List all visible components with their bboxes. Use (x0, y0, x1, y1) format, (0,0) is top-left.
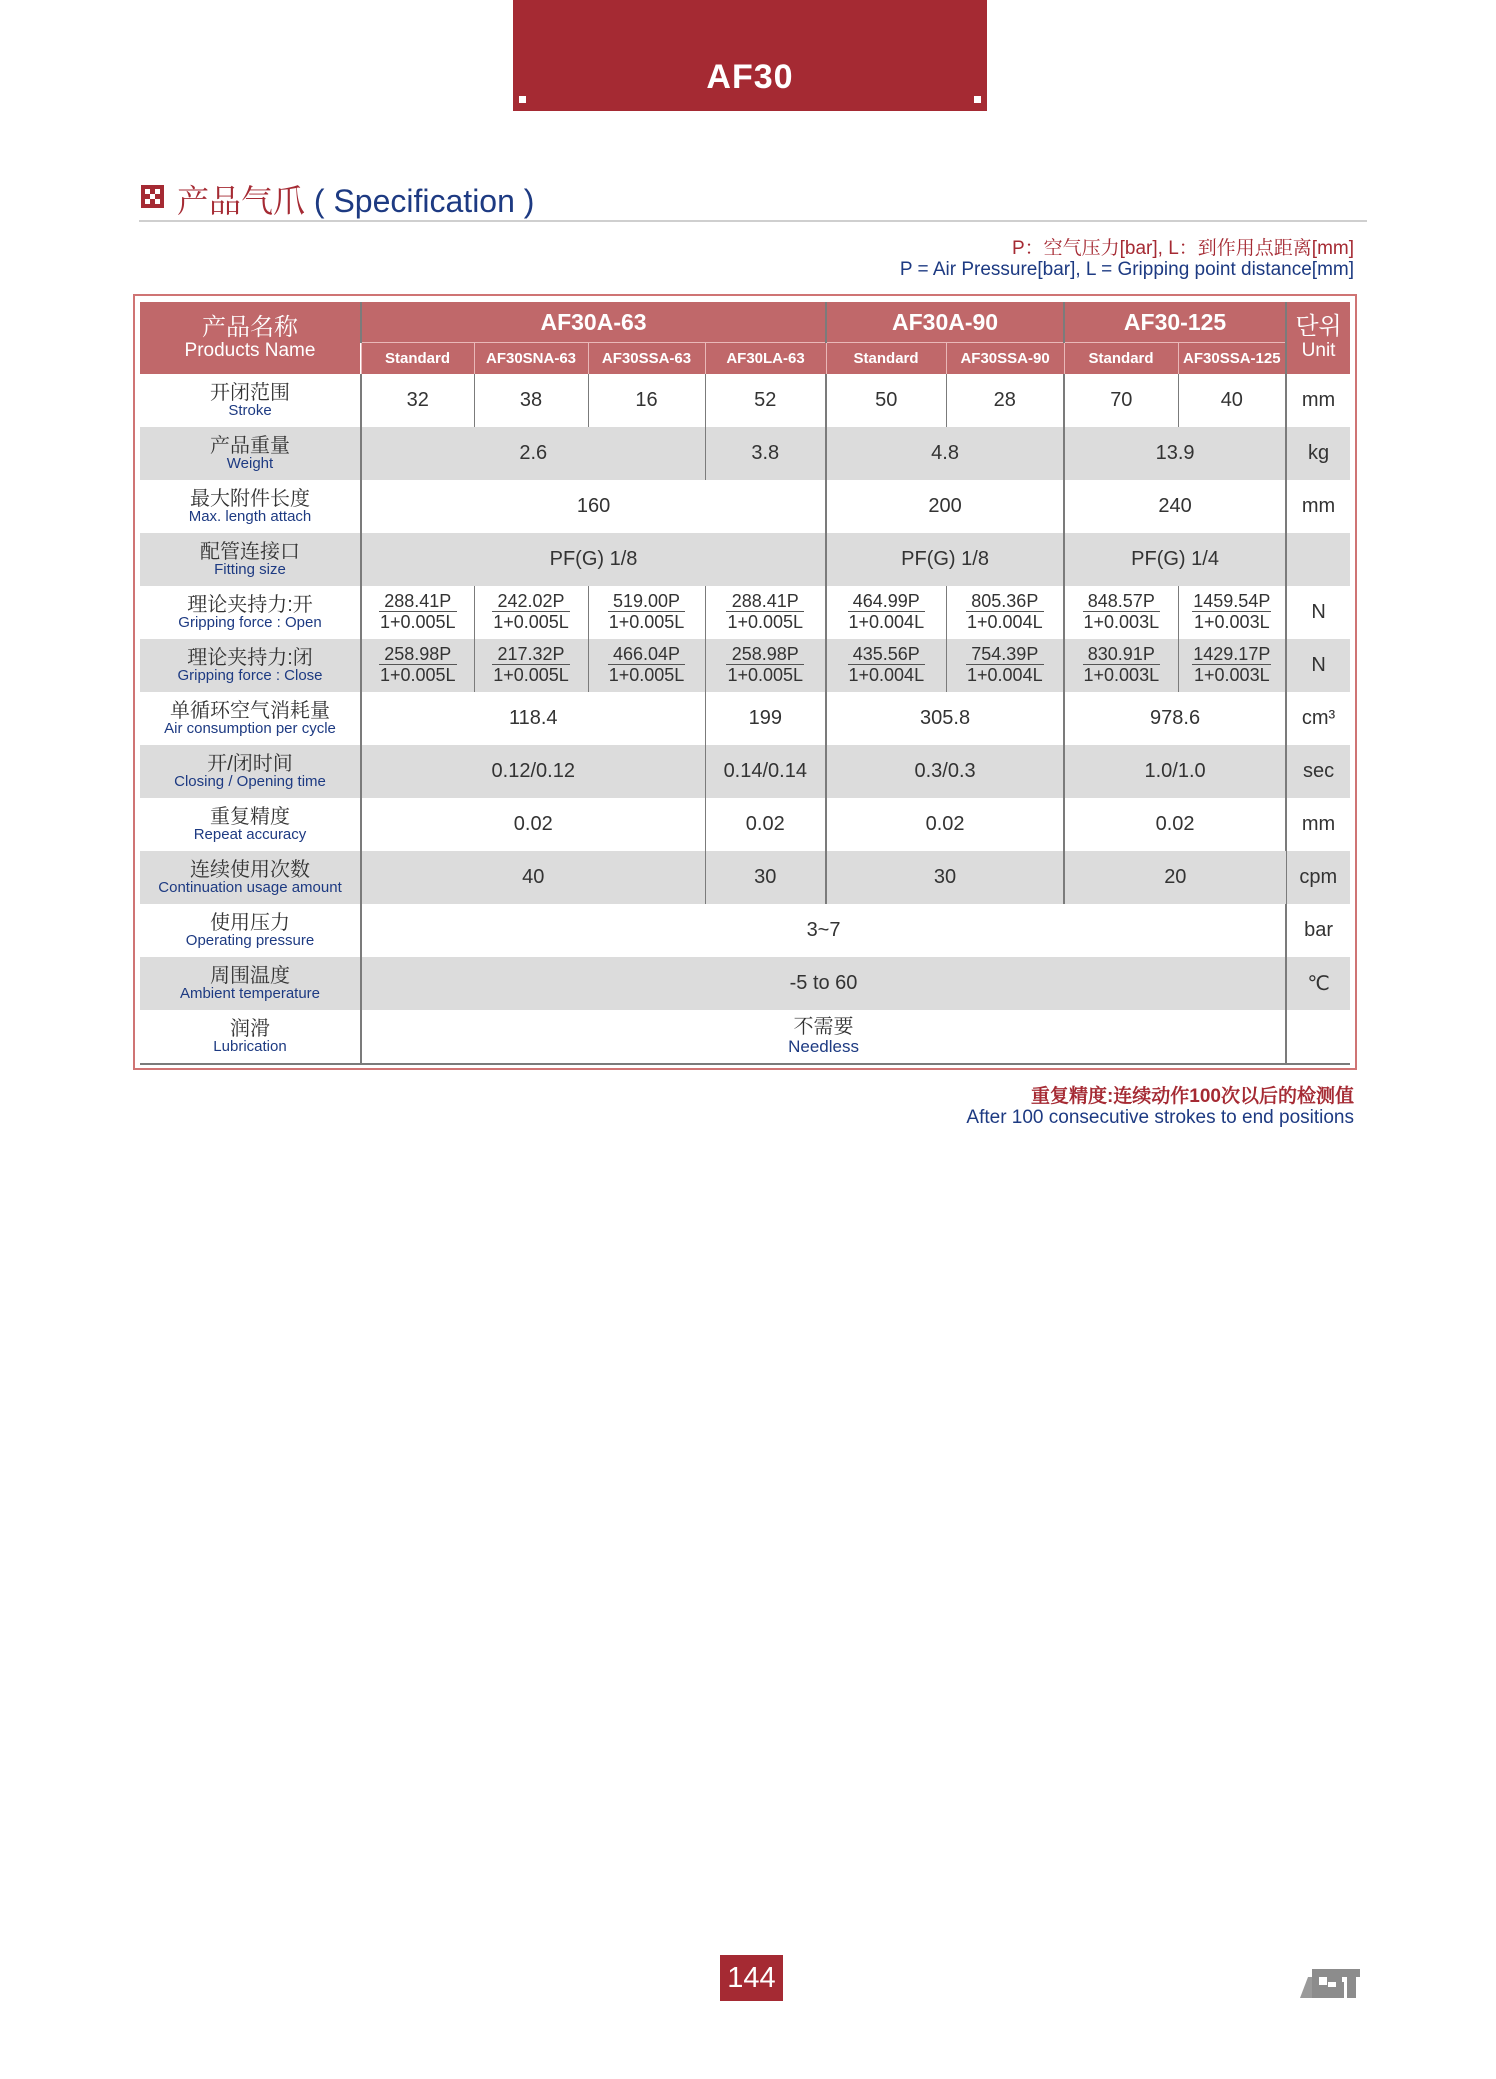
group-header: AF30A-63 (361, 302, 826, 343)
row-label-fitting: 配管连接口 Fitting size (140, 533, 361, 586)
fraction-cell: $\frac{242.02P}{1+0.005L}$ (474, 586, 588, 639)
footnote-en: After 100 consecutive strokes to end positions (966, 1107, 1354, 1128)
row-label-time: 开/闭时间 Closing / Opening time (140, 745, 361, 798)
table-cell: 40 (1178, 374, 1286, 427)
table-cell: 305.8 (826, 692, 1064, 745)
unit-cell: cpm (1286, 851, 1350, 904)
row-label-max-length: 最大附件长度 Max. length attach (140, 480, 361, 533)
table-cell: PF(G) 1/4 (1064, 533, 1286, 586)
fraction-cell: $\frac{848.57P}{1+0.003L}$ (1064, 586, 1178, 639)
table-cell: 20 (1064, 851, 1286, 904)
table-cell: 0.02 (361, 798, 705, 851)
table-cell: 0.3/0.3 (826, 745, 1064, 798)
table-row (140, 480, 1350, 533)
table-cell: 0.14/0.14 (705, 745, 826, 798)
footnote-zh: 重复精度:连续动作100次以后的检测值 (1030, 1086, 1354, 1107)
table-cell: 0.02 (1064, 798, 1286, 851)
unit-cell: mm (1286, 480, 1350, 533)
fraction-cell: $\frac{464.99P}{1+0.004L}$ (826, 586, 946, 639)
model-header: AF30SSA-125 (1178, 343, 1286, 375)
row-label-weight: 产品重量 Weight (140, 427, 361, 480)
table-cell: 70 (1064, 374, 1178, 427)
model-header: Standard (826, 343, 946, 375)
unit-cell: mm (1286, 798, 1350, 851)
table-row (140, 374, 1350, 427)
table-row (140, 533, 1350, 586)
row-label-grip-close: 理论夹持力:闭 Gripping force : Close (140, 639, 361, 692)
section-title: 产品气爪 ( Specification ) (177, 183, 535, 219)
group-header: AF30A-90 (826, 302, 1064, 343)
section-title-zh: 产品气爪 (177, 183, 306, 219)
table-row (140, 957, 1350, 1010)
table-cell: PF(G) 1/8 (826, 533, 1064, 586)
products-name-header: 产品名称 Products Name (140, 302, 361, 374)
unit-cell (1286, 533, 1350, 586)
row-label-temperature: 周围温度 Ambient temperature (140, 957, 361, 1010)
fraction-cell: $\frac{805.36P}{1+0.004L}$ (946, 586, 1064, 639)
table-cell: 0.02 (705, 798, 826, 851)
table-row (140, 586, 1350, 639)
table-cell: 52 (705, 374, 826, 427)
table-cell: 不需要 Needless (361, 1010, 1286, 1064)
table-cell: 3~7 (361, 904, 1286, 957)
fraction-cell: $\frac{435.56P}{1+0.004L}$ (826, 639, 946, 692)
group-header: AF30-125 (1064, 302, 1286, 343)
table-row (140, 692, 1350, 745)
table-cell: PF(G) 1/8 (361, 533, 826, 586)
fraction-cell: $\frac{288.41P}{1+0.005L}$ (361, 586, 474, 639)
model-header: AF30LA-63 (705, 343, 826, 375)
unit-cell: mm (1286, 374, 1350, 427)
table-cell: 199 (705, 692, 826, 745)
model-header: AF30SSA-90 (946, 343, 1064, 375)
table-cell: 1.0/1.0 (1064, 745, 1286, 798)
model-header: AF30SSA-63 (588, 343, 705, 375)
table-row (140, 904, 1350, 957)
note-zh: P：空气压力[bar], L：到作用点距离[mm] (1011, 238, 1354, 259)
table-cell: 30 (826, 851, 1064, 904)
header-row-groups (140, 302, 1350, 343)
fraction-cell: $\frac{519.00P}{1+0.005L}$ (588, 586, 705, 639)
table-cell: 200 (826, 480, 1064, 533)
row-label-grip-open: 理论夹持力:开 Gripping force : Open (140, 586, 361, 639)
table-row (140, 639, 1350, 692)
table-row (140, 851, 1350, 904)
brand-logo-icon (1298, 1965, 1360, 1998)
row-label-lubrication: 润滑 Lubrication (140, 1010, 361, 1064)
table-cell: 28 (946, 374, 1064, 427)
table-cell: 118.4 (361, 692, 705, 745)
section-heading (139, 174, 1367, 222)
table-cell: 4.8 (826, 427, 1064, 480)
fraction-cell: $\frac{288.41P}{1+0.005L}$ (705, 586, 826, 639)
note-en: P = Air Pressure[bar], L = Gripping point distance[mm] (899, 259, 1354, 280)
unit-cell: cm³ (1286, 692, 1350, 745)
table-cell: 160 (361, 480, 826, 533)
unit-cell (1286, 1010, 1350, 1064)
section-bullet-icon (141, 185, 164, 208)
section-title-en: Specification (333, 183, 515, 219)
table-cell: 3.8 (705, 427, 826, 480)
table-cell: 0.02 (826, 798, 1064, 851)
model-header: Standard (1064, 343, 1178, 375)
table-cell: 240 (1064, 480, 1286, 533)
row-label-continuation: 连续使用次数 Continuation usage amount (140, 851, 361, 904)
row-label-repeat: 重复精度 Repeat accuracy (140, 798, 361, 851)
page-header-title: AF30 (706, 58, 794, 96)
fraction-cell: $\frac{466.04P}{1+0.005L}$ (588, 639, 705, 692)
table-cell: 0.12/0.12 (361, 745, 705, 798)
table-cell: -5 to 60 (361, 957, 1286, 1010)
fraction-cell: $\frac{217.32P}{1+0.005L}$ (474, 639, 588, 692)
fraction-cell: $\frac{258.98P}{1+0.005L}$ (361, 639, 474, 692)
unit-cell: bar (1286, 904, 1350, 957)
fraction-cell: $\frac{830.91P}{1+0.003L}$ (1064, 639, 1178, 692)
fraction-cell: $\frac{754.39P}{1+0.004L}$ (946, 639, 1064, 692)
table-cell: 38 (474, 374, 588, 427)
row-label-air: 单循环空气消耗量 Air consumption per cycle (140, 692, 361, 745)
spec-table (140, 302, 1350, 1065)
fraction-cell: $\frac{1459.54P}{1+0.003L}$ (1178, 586, 1286, 639)
page-number: 144 (720, 1955, 783, 2001)
row-label-stroke: 开闭范围 Stroke (140, 374, 361, 427)
unit-cell: ℃ (1286, 957, 1350, 1010)
unit-cell: kg (1286, 427, 1350, 480)
table-cell: 40 (361, 851, 705, 904)
unit-cell: N (1286, 586, 1350, 639)
table-row (140, 1010, 1350, 1064)
unit-cell: sec (1286, 745, 1350, 798)
table-cell: 16 (588, 374, 705, 427)
unit-header: 단위 Unit (1286, 302, 1350, 374)
unit-cell: N (1286, 639, 1350, 692)
model-header: Standard (361, 343, 474, 375)
table-cell: 32 (361, 374, 474, 427)
table-row (140, 745, 1350, 798)
row-label-pressure: 使用压力 Operating pressure (140, 904, 361, 957)
fraction-cell: $\frac{1429.17P}{1+0.003L}$ (1178, 639, 1286, 692)
table-cell: 50 (826, 374, 946, 427)
table-row (140, 427, 1350, 480)
decor-dot (519, 96, 526, 103)
table-cell: 30 (705, 851, 826, 904)
fraction-cell: $\frac{258.98P}{1+0.005L}$ (705, 639, 826, 692)
table-cell: 978.6 (1064, 692, 1286, 745)
model-header: AF30SNA-63 (474, 343, 588, 375)
table-row (140, 798, 1350, 851)
decor-dot (974, 96, 981, 103)
page-header-tab (513, 0, 987, 111)
table-cell: 13.9 (1064, 427, 1286, 480)
table-cell: 2.6 (361, 427, 705, 480)
